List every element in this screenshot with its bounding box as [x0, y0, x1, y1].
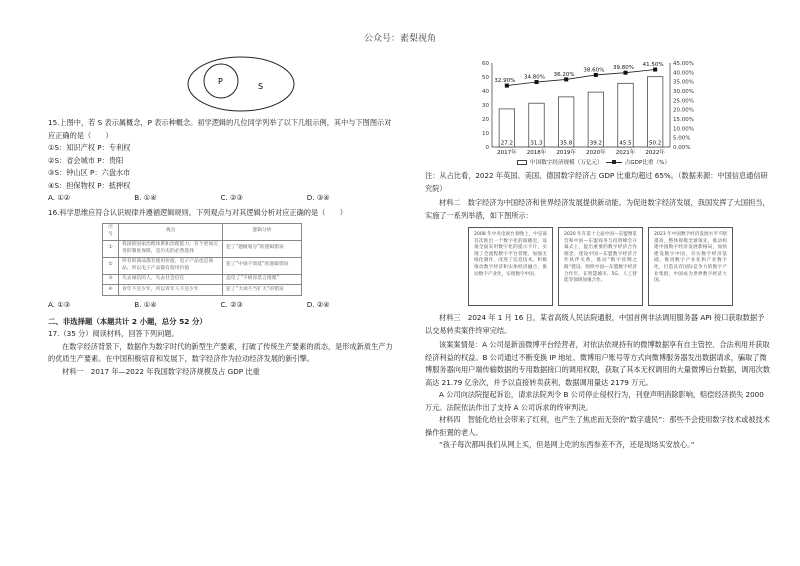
legend-bar-swatch	[517, 160, 527, 165]
y-left-tick-label: 40	[482, 89, 489, 95]
table-row	[103, 285, 302, 296]
venn-inner-label: P	[218, 77, 223, 86]
venn-outer-label: S	[258, 82, 264, 91]
gdp-share-point	[505, 84, 509, 88]
case-description: 该案案情是：A 公司是新浪微博平台经营者，对依法依规持有的微博数据享有自主管控、合法利用并获取经济利益的权益。B 公司通过不断变换 IP 地址、微博用户账号等方式向微博服务器发出数据请求，骗取了微博服务器向用户端传输数据的专用数据接口的调用权限，获取了其本无权调用的大量微博后台数据，调用次数高达 21.79 亿余次，并予以直接转卖获利，数据调用量达 2179 万元。	[425, 340, 771, 387]
measure-box-3: 2023 年中国数字经济发展水平不断提高，整体规模全球领先，推动构建中国数字经济发展新格局，加快建设数字中国，夯实数字经济基础，推进数字产业化和产业数字化，打造具有国际竞争力的数字产业集群，中国成为世界数字经济大国。	[648, 227, 733, 306]
legend-line-marker	[606, 160, 622, 165]
y-right-tick-label: 35.00%	[673, 79, 694, 86]
y-left-tick-label: 0	[485, 145, 489, 151]
gdp-share-point	[535, 80, 539, 84]
gdp-share-point	[653, 68, 657, 72]
y-right-tick-label: 0.00%	[673, 145, 691, 151]
x-tick-label: 2017年	[497, 150, 517, 156]
table-row	[103, 240, 302, 257]
table-row	[103, 274, 302, 285]
gdp-share-label: 39.80%	[613, 65, 634, 72]
q15-item-1: ①S：知识产权 P：专利权	[48, 143, 131, 152]
q16-table	[102, 223, 302, 296]
q16-header-view: 观点	[119, 223, 223, 240]
y-left-tick-label: 60	[482, 61, 489, 67]
q16-row-num: ①	[103, 240, 119, 257]
q15-options	[48, 192, 393, 204]
q16-row-num: ②	[103, 257, 119, 274]
y-right-tick-label: 25.00%	[673, 98, 694, 105]
bar-value-label: 35.8	[560, 140, 573, 147]
venn-diagram	[48, 55, 393, 117]
q16-header-num: 序号	[103, 223, 119, 240]
gdp-share-label: 41.50%	[642, 62, 664, 69]
y-left-tick-label: 20	[482, 117, 489, 123]
q16-table-header	[103, 223, 302, 240]
y-right-tick-label: 10.00%	[673, 126, 694, 133]
quote: “孩子每次都叫我们从网上买，但是网上吃的东西参差不齐，还是现场买安放心。”	[439, 440, 695, 449]
material-4: 材料四 智能化给社会带来了红利，也产生了焦虑而无奈的“数字遗民”：那些不会使用数字技术或被技术操作拒置的老人。	[425, 415, 770, 437]
material-3: 材料三 2024 年 1 月 16 日，某省高级人民法院通报，中国首例非法调用服务器 API 接口获取数据予以交易转卖案件终审完结。	[425, 313, 765, 335]
q16-option-b[interactable]: B. ①④	[134, 299, 157, 309]
q16-row-analysis: 犯了“越级划分”的逻辑错误	[223, 240, 302, 257]
gdp-share-point	[594, 73, 598, 77]
bar	[588, 92, 603, 147]
q16-row-view: 青年不是少年，所以青年人不是少年	[119, 285, 223, 296]
material-1-title: 材料一 2017 年—2022 年我国数字经济规模及占 GDP 比重	[62, 366, 260, 376]
y-left-tick-label: 50	[482, 75, 489, 81]
q17-intro: 在数字经济背景下，数据作为数字时代的新型生产要素，打破了传统生产要素的质态，是形成新质生产力的优质生产要素。在中国积极培育和发展下，数字经济作为拉动经济发展的新引擎。	[48, 341, 393, 363]
bar-value-label: 31.3	[530, 140, 543, 147]
bar-value-label: 50.2	[649, 140, 662, 147]
q16-row-num: ④	[103, 285, 119, 296]
bar-value-label: 27.2	[500, 140, 513, 147]
q16-option-c[interactable]: C. ②③	[220, 299, 243, 309]
q16-option-a[interactable]: A. ①③	[48, 299, 71, 309]
q16-row-view: 所有的商品都有使用价值，电子产品也是商品，所以电子产品都有使用价值	[119, 257, 223, 274]
gdp-share-label: 34.80%	[524, 74, 545, 81]
q16-header-analysis: 逻辑分析	[223, 223, 302, 240]
q16-options	[48, 299, 393, 311]
y-right-tick-label: 45.00%	[673, 61, 694, 67]
q16-row-view: 我国的国家治理体系和治理能力，有个更加完善的制度保障，是历史的必然选择	[119, 240, 223, 257]
y-right-tick-label: 5.00%	[673, 135, 691, 142]
q15-option-c[interactable]: C. ②③	[220, 193, 243, 202]
gdp-share-label: 36.20%	[553, 71, 575, 78]
x-tick-label: 2020年	[586, 150, 606, 156]
gdp-share-point	[624, 71, 628, 75]
y-right-tick-label: 15.00%	[673, 117, 694, 123]
measure-box-1: 2008 年中央电视台春晚上，中宣部首次推出一个数字化的演播室，设备全面采用数字化的提示卡片，实现了全流程数字平台管理，加强无纸化制作，改进了信息技术。积极推动数字经济和实体经济融合，推动数字产业化，实现数字中国。	[468, 227, 553, 306]
bar-value-label: 39.2	[589, 140, 602, 147]
page-header: 公众号：素梨视角	[363, 34, 436, 44]
y-right-tick-label: 40.00%	[673, 70, 694, 77]
bar	[647, 77, 662, 147]
gdp-share-label: 38.60%	[583, 67, 605, 74]
x-tick-label: 2021年	[615, 150, 636, 156]
legend-line-label: 占GDP比重（%）	[624, 160, 671, 166]
x-tick-label: 2022年	[645, 150, 665, 156]
q16-row-analysis: 犯了“大项不当扩大”的错误	[223, 285, 302, 296]
table-row	[103, 257, 302, 274]
bar	[618, 83, 633, 147]
q15-item-4: ④S：担保物权 P：抵押权	[48, 180, 131, 190]
x-tick-label: 2018年	[526, 150, 547, 156]
bar	[558, 97, 573, 147]
section-title: 二、非选择题（本题共计 2 小题，总分 52 分）	[48, 316, 207, 326]
q15-item-2: ②S：省会城市 P：贵阳	[48, 155, 124, 165]
y-left-tick-label: 30	[482, 103, 489, 109]
q15-option-d[interactable]: D. ③④	[306, 193, 330, 202]
digital-economy-chart	[470, 55, 705, 167]
chart-legend	[517, 158, 670, 166]
x-tick-label: 2019年	[556, 150, 576, 156]
measure-boxes	[468, 227, 770, 306]
q15-item-3: ③S：钟山区 P：六盘水市	[48, 168, 131, 177]
q15-stem: 15.上图中，若 S 表示属概念，P 表示种概念。初学逻辑的几位同学列举了以下几组示例，其中与下图图示对应正确的是（ ）	[48, 118, 392, 140]
material-2: 材料二 数字经济为中国经济和世界经济发展提供新动能。为促进数字经济发展，我国发挥了大国担当，实施了一系列举措，如下图所示：	[425, 198, 770, 220]
q16-stem: 16.科学思维应符合认识规律并遵循逻辑规则。下列观点与对其逻辑分析对应正确的是（ ）	[48, 208, 347, 217]
q16-row-num: ③	[103, 274, 119, 285]
legend-bar-label: 中国数字经济规模（万亿元）	[530, 160, 603, 166]
bar-value-label: 45.5	[619, 140, 632, 147]
q16-row-analysis: 违反了“不相容选言推理”	[223, 274, 302, 285]
y-left-tick-label: 10	[482, 131, 489, 137]
right-column	[425, 170, 770, 452]
gdp-share-point	[564, 77, 568, 81]
left-column	[48, 55, 393, 378]
q16-row-analysis: 犯了“中项不周延”的逻辑错误	[223, 257, 302, 274]
y-right-tick-label: 20.00%	[673, 107, 694, 114]
chart-note: 注：从占比看，2022 年英国、美国、德国数字经济占 GDP 比重均超过 65%。（数据来源：中国信息通信研究院）	[425, 171, 768, 193]
gdp-share-label: 32.90%	[494, 78, 516, 85]
q15-option-b[interactable]: B. ①④	[134, 193, 157, 202]
court-judgement: A 公司向法院提起诉讼，请求法院判令 B 公司停止侵权行为，刊登声明消除影响，赔偿经济损失 2000 万元。法院依法作出了支持 A 公司诉求的终审判决。	[425, 390, 764, 412]
y-right-tick-label: 30.00%	[673, 89, 694, 95]
q16-row-view: 失去诚信的人，失去社会信任	[119, 274, 223, 285]
measure-box-2: 2020 年在第十七届中国—东盟博览会和中国—东盟商务与投资峰会开幕式上，提出重要的数字经济合作理念，建设中国—东盟数字经济合作伙伴关系，推动“数字丝绸之路”建设；组织中国—东盟数字经济合作年，在智慧城市、5G、人工智能等领域加强合作。	[558, 227, 643, 306]
venn-svg	[186, 55, 296, 113]
q15-option-a[interactable]: A. ①②	[48, 193, 71, 202]
q16-option-d[interactable]: D. ②④	[306, 299, 330, 309]
q17-stem: 17.（35 分）阅读材料，回答下列问题。	[48, 329, 179, 338]
